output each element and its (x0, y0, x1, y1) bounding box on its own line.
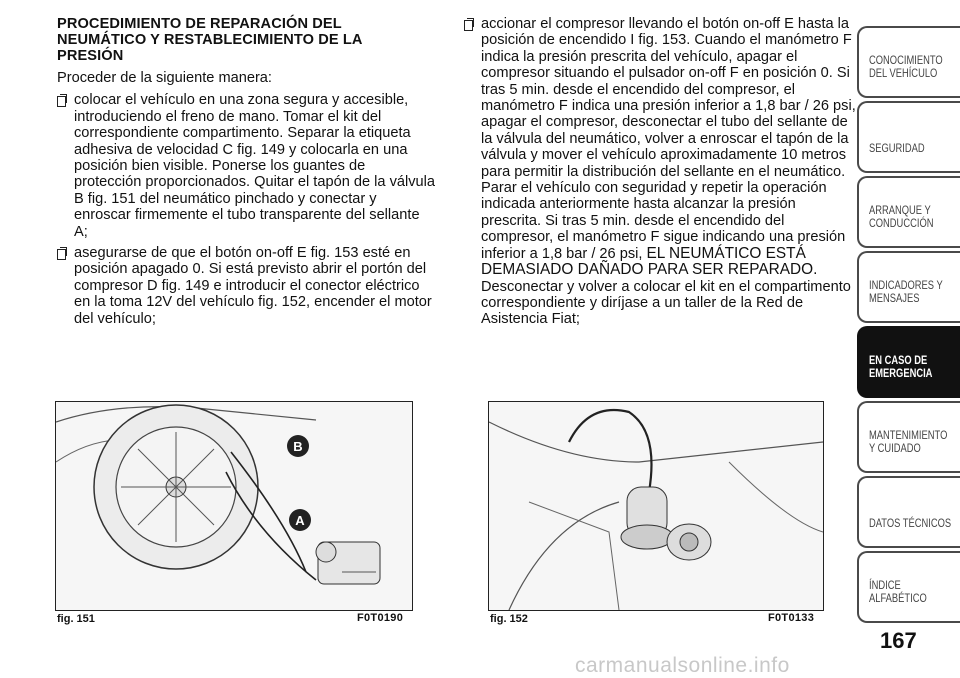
left-column (57, 16, 435, 332)
list-item-text-end: Desconectar y volver a colocar el kit en el compartimento correspondiente y diríjase a un taller de la Red de Asistencia Fiat; (481, 278, 851, 328)
watermark: carmanualsonline.info (575, 654, 790, 677)
figure-151-caption: fig. 151 (57, 613, 95, 625)
warning-text: EL NEUMÁTICO ESTÁ DEMASIADO DAÑADO PARA SER REPARADO. (481, 244, 818, 279)
tab-label: INDICADORES Y MENSAJES (869, 278, 943, 305)
tab-conocimiento-del-vehiculo[interactable] (857, 26, 960, 98)
page-number: 167 (880, 628, 917, 653)
tab-label: EN CASO DE EMERGENCIA (869, 353, 933, 380)
checkbox-bullet-icon (57, 249, 66, 260)
figure-151-illustration (55, 401, 413, 611)
figure-152-illustration (488, 401, 824, 611)
callout-a-label: A (295, 513, 305, 528)
heading-line-1: PROCEDIMIENTO DE REPARACIÓN DEL (57, 16, 342, 32)
checkbox-bullet-icon (57, 96, 66, 107)
wheel-compressor-drawing (56, 402, 412, 610)
right-column (464, 16, 856, 333)
tab-seguridad[interactable] (857, 101, 960, 173)
figure-151-code: F0T0190 (357, 612, 404, 624)
tab-label: CONOCIMIENTO DEL VEHÍCULO (869, 53, 943, 80)
heading-line-2: NEUMÁTICO Y RESTABLECIMIENTO DE LA (57, 32, 363, 48)
tab-mantenimiento-y-cuidado[interactable] (857, 401, 960, 473)
tab-datos-tecnicos[interactable] (857, 476, 960, 548)
heading-line-3: PRESIÓN (57, 48, 124, 64)
list-item (57, 245, 435, 327)
tab-arranque-y-conduccion[interactable] (857, 176, 960, 248)
tab-label: ÍNDICE ALFABÉTICO (869, 578, 927, 605)
list-item-text: colocar el vehículo en una zona segura y accesible, introduciendo el freno de mano. Tomar el kit del correspondiente compartimento. Separar la etiqueta adhesiva de velocidad C fig. 149 y colocarla en una posición bien visible. Ponerse los guantes de protección proporcionados. Quitar el tapón de la válvula B fig. 151 del neumático pinchado y conectar y enroscar firmemente el tubo transparente del sellante A; (74, 92, 436, 240)
list-item-text: asegurarse de que el botón on-off E fig. 153 esté en posición apagado 0. Si está previsto abrir el portón del compresor D fig. 149 e introducir el conector eléctrico en la toma 12V del vehículo fig. 152, encender el motor del vehículo; (74, 245, 432, 327)
tab-label: ARRANQUE Y CONDUCCIÓN (869, 203, 934, 230)
socket-connector-drawing (489, 402, 823, 610)
section-heading (57, 16, 435, 64)
tab-label: DATOS TÉCNICOS (869, 516, 952, 530)
intro-text: Proceder de la siguiente manera: (57, 70, 272, 86)
callout-b-label: B (293, 439, 303, 454)
tab-label: MANTENIMIENTO Y CUIDADO (869, 428, 948, 455)
list-item-text: accionar el compresor llevando el botón on-off E hasta la posición de encendido I fig. 153. Cuando el manómetro F indica la presión prescrita del vehículo, apagar el compresor situando el pulsador on-off F en posición 0. Si tras 5 min. desde el encendido del compresor, el manómetro F indica una presión inferior a 1,8 bar / 26 psi, apagar el compresor, desconectar el tubo del sellante de la válvula del neumático, volver a enroscar el tapón de la válvula y mover el vehículo aproximadamente 10 metros para permitir la distribución del sellante en el neumático. Parar el vehículo con seguridad y repetir la operación indicada anteriormente hasta alcanzar la presión prescrita. Si tras 5 min. desde el encendido del compresor, el manómetro F sigue indicando una presión inferior a 1,8 bar / 26 psi, (481, 16, 856, 262)
checkbox-bullet-icon (464, 20, 473, 31)
list-item (57, 92, 435, 240)
list-item (464, 16, 856, 328)
tab-indice-alfabetico[interactable] (857, 551, 960, 623)
tab-indicadores-y-mensajes[interactable] (857, 251, 960, 323)
figure-152-code: F0T0133 (768, 612, 815, 624)
tab-label: SEGURIDAD (869, 141, 925, 155)
figure-152-caption: fig. 152 (490, 613, 528, 625)
tab-en-caso-de-emergencia[interactable] (857, 326, 960, 398)
